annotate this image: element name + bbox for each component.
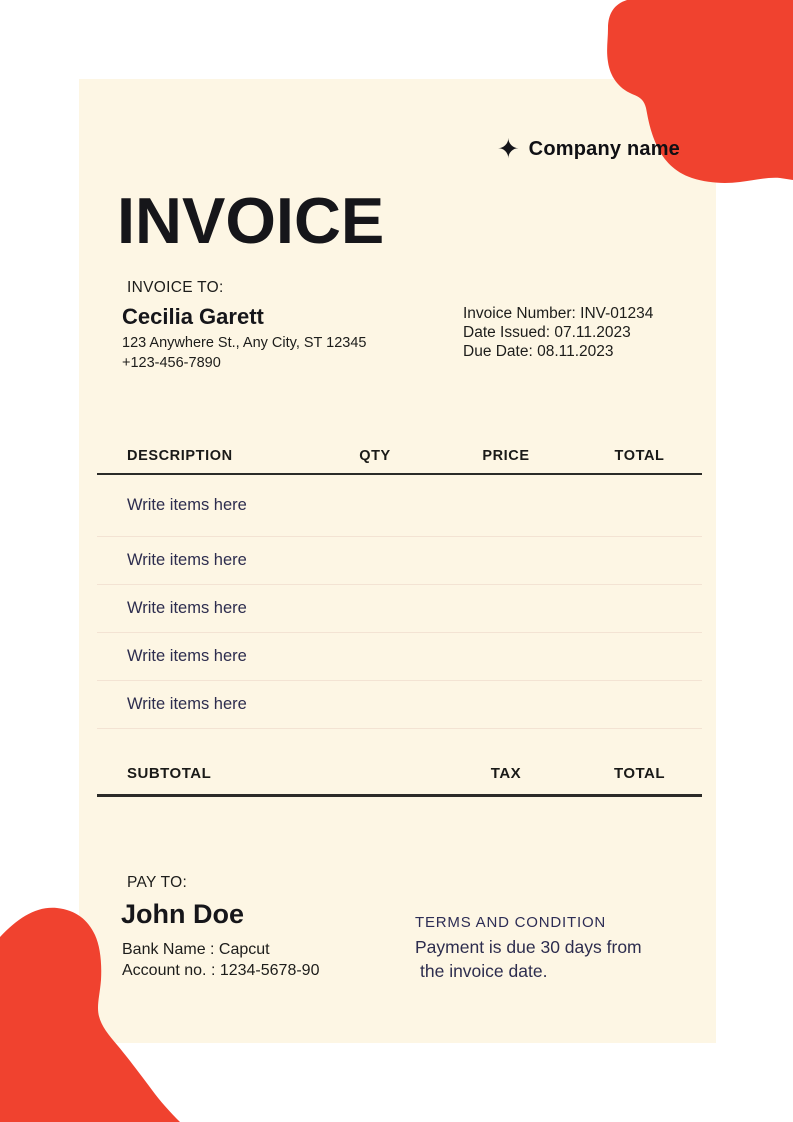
item-placeholder[interactable]: Write items here: [127, 695, 247, 713]
pay-to-label: PAY TO:: [127, 874, 188, 891]
due-date: Due Date: 08.11.2023: [463, 343, 614, 360]
client-address-block: [122, 334, 367, 373]
sparkle-icon: ✦: [497, 134, 520, 165]
invoice-title: INVOICE: [117, 184, 385, 257]
terms-label: TERMS AND CONDITION: [415, 914, 607, 931]
summary-row: [97, 729, 702, 797]
date-issued: Date Issued: 07.11.2023: [463, 324, 631, 341]
column-header-description: DESCRIPTION: [127, 447, 233, 464]
invoice-meta-block: [463, 304, 653, 361]
payee-account: Account no. : 1234-5678-90: [122, 962, 320, 979]
client-name: Cecilia Garett: [122, 304, 264, 329]
items-table: [97, 438, 702, 797]
table-row: [97, 475, 702, 537]
column-header-qty: QTY: [359, 447, 391, 464]
tax-label: TAX: [490, 765, 522, 782]
company-header: [497, 136, 680, 163]
table-header-row: [97, 438, 702, 475]
table-row: [97, 585, 702, 633]
client-address: 123 Anywhere St., Any City, ST 12345: [122, 335, 367, 351]
terms-line-1: Payment is due 30 days from: [415, 937, 642, 957]
total-label: TOTAL: [613, 765, 666, 782]
item-placeholder[interactable]: Write items here: [127, 647, 247, 665]
item-placeholder[interactable]: Write items here: [127, 599, 247, 617]
column-header-price: PRICE: [482, 447, 530, 464]
payee-bank: Bank Name : Capcut: [122, 941, 270, 958]
terms-text: [415, 936, 642, 983]
payee-name: John Doe: [121, 899, 245, 929]
client-phone: +123-456-7890: [122, 354, 221, 371]
summary-spacer: [315, 782, 435, 794]
terms-line-2: the invoice date.: [420, 960, 548, 981]
invoice-to-label: INVOICE TO:: [127, 279, 224, 296]
item-placeholder[interactable]: Write items here: [127, 496, 247, 514]
invoice-number: Invoice Number: INV-01234: [463, 305, 654, 322]
table-row: [97, 537, 702, 585]
company-name: Company name: [528, 138, 680, 160]
item-placeholder[interactable]: Write items here: [127, 551, 247, 569]
table-row: [97, 633, 702, 681]
subtotal-label: SUBTOTAL: [127, 765, 212, 782]
table-row: [97, 681, 702, 729]
column-header-total: TOTAL: [614, 447, 665, 464]
